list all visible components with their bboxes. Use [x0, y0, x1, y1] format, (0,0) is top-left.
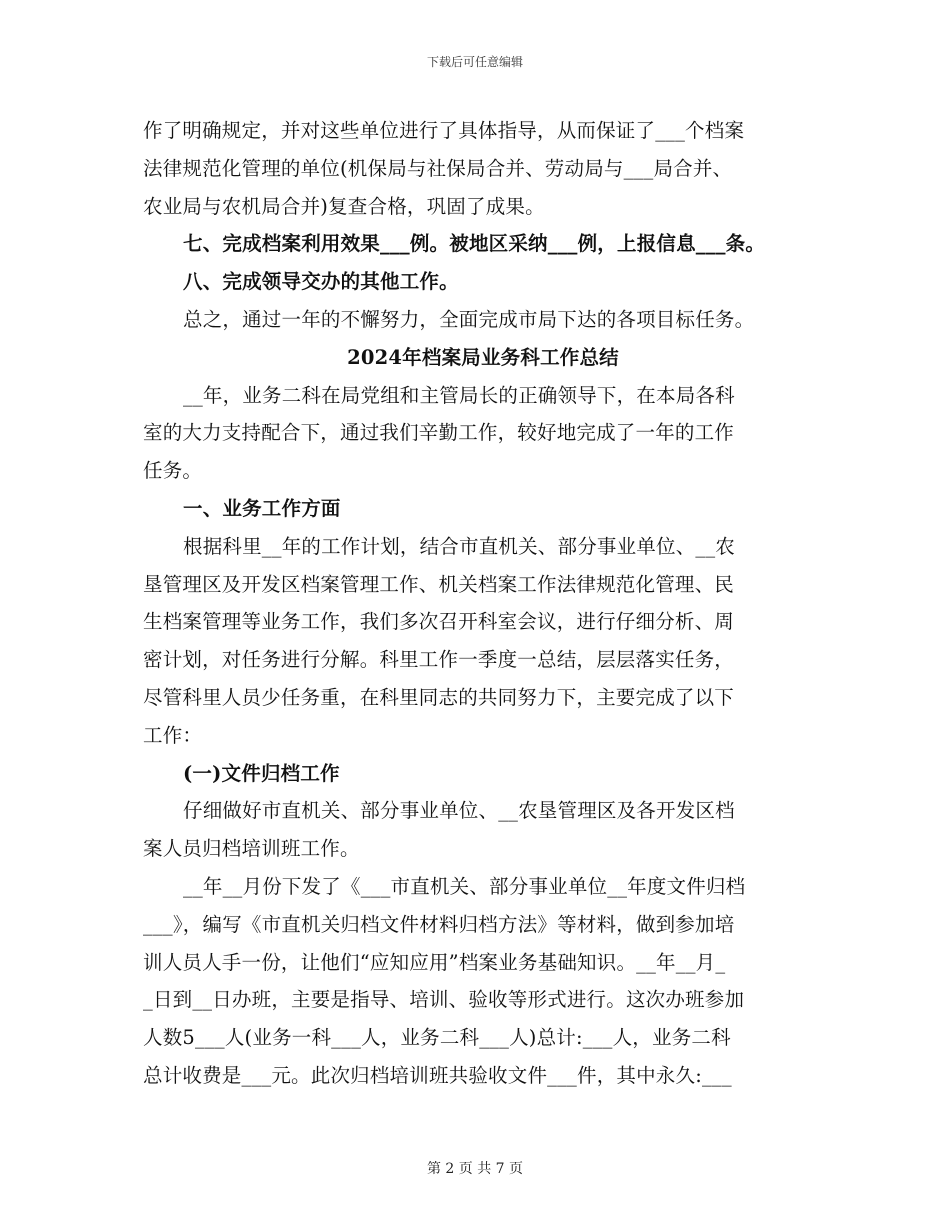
text-line: 室的大力支持配合下，通过我们辛勤工作，较好地完成了一年的工作	[143, 421, 735, 445]
text-line: __年__月份下发了《___市直机关、部分事业单位__年度文件归档	[183, 874, 746, 898]
text-line: 密计划，对任务进行分解。科里工作一季度一总结，层层落实任务，	[143, 648, 735, 672]
heading-line: 八、完成领导交办的其他工作。	[183, 270, 459, 294]
page-footer: 第 2 页 共 7 页	[426, 1161, 524, 1177]
text-line: ___》，编写《市直机关归档文件材料归档方法》等材料，做到参加培	[143, 912, 735, 936]
text-line: 任务。	[143, 459, 203, 483]
text-line: 仔细做好市直机关、部分事业单位、__农垦管理区及各开发区档	[183, 799, 735, 823]
text-line: 作了明确规定，并对这些单位进行了具体指导，从而保证了___个档案	[143, 119, 745, 142]
text-line: 法律规范化管理的单位(机保局与社保局合并、劳动局与___局合并、	[143, 156, 733, 180]
heading-line: 一、业务工作方面	[183, 496, 341, 520]
section-title: 2024年档案局业务科工作总结	[347, 345, 619, 369]
text-line: __年，业务二科在局党组和主管局长的正确领导下，在本局各科	[183, 383, 735, 407]
heading-line: 七、完成档案利用效果___例。被地区采纳___例，上报信息___条。	[183, 232, 766, 256]
document-body	[143, 112, 823, 1095]
text-line: 根据科里__年的工作计划，结合市直机关、部分事业单位、__农	[183, 534, 736, 558]
text-line: 训人员人手一份，让他们“应知应用”档案业务基础知识。__年__月_	[143, 950, 726, 974]
text-line: 总之，通过一年的不懈努力，全面完成市局下达的各项目标任务。	[183, 307, 755, 331]
text-line: 农业局与农机局合并)复查合格，巩固了成果。	[143, 194, 545, 218]
text-line: 垦管理区及开发区档案管理工作、机关档案工作法律规范化管理、民	[143, 572, 735, 596]
text-line: 人数5___人(业务一科___人，业务二科___人)总计:___人，业务二科	[143, 1026, 731, 1050]
text-line: 案人员归档培训班工作。	[143, 837, 360, 861]
text-line: 尽管科里人员少任务重，在科里同志的共同努力下，主要完成了以下	[143, 685, 735, 709]
text-line: 生档案管理等业务工作，我们多次召开科室会议，进行仔细分析、周	[143, 610, 735, 634]
text-line: 工作：	[143, 723, 203, 747]
page-header: 下载后可任意编辑	[426, 55, 523, 69]
text-line: _日到__日办班，主要是指导、培训、验收等形式进行。这次办班参加	[143, 988, 745, 1012]
heading-line: (一)文件归档工作	[183, 761, 340, 785]
text-line: 总计收费是___元。此次归档培训班共验收文件___件，其中永久:___	[143, 1063, 732, 1087]
